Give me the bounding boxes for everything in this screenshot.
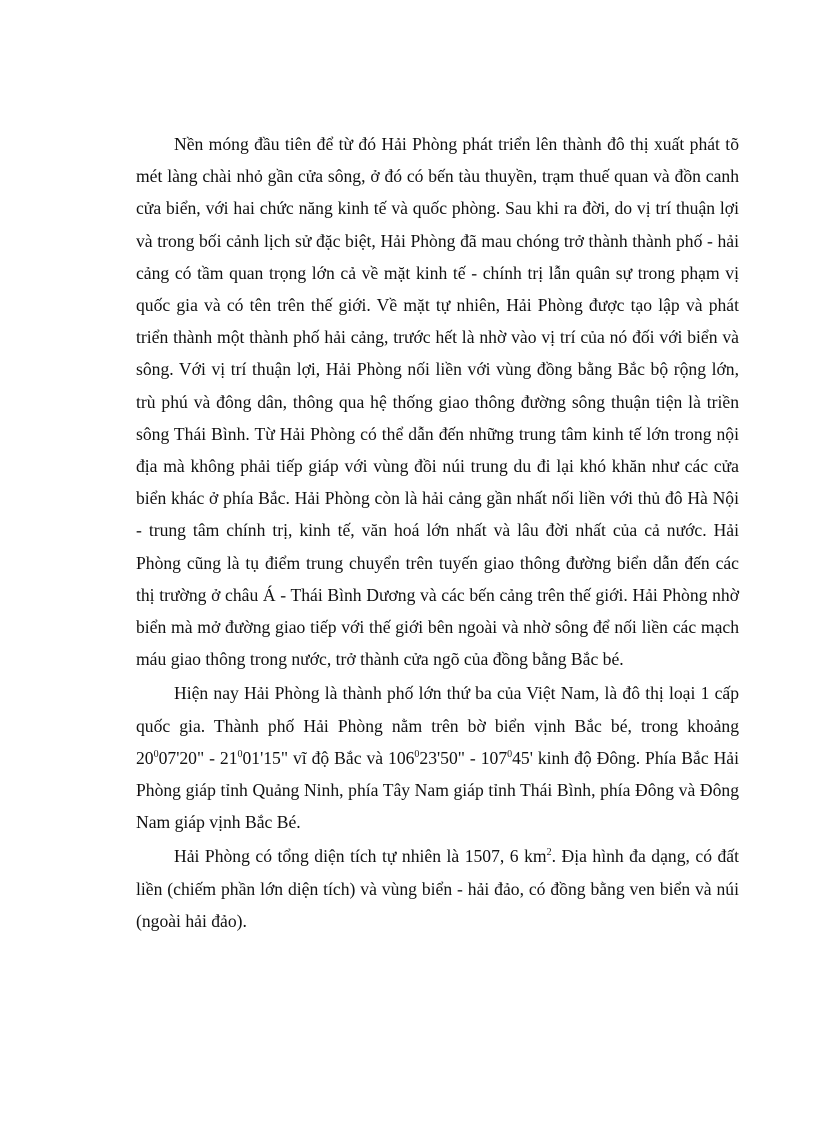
paragraph-3-text-a: Hải Phòng có tổng diện tích tự nhiên là 1507, 6 km xyxy=(174,846,547,867)
degree-mark: 0 xyxy=(153,748,159,760)
paragraph-2-text-b: 07'20" - 21 xyxy=(158,747,238,768)
paragraph-3-text-b: . Địa hình đa dạng, có đất liền (chiếm phần lớn diện tích) và vùng biển - hải đảo, có đồng bằng ven biển và núi (ngoài hải đảo). xyxy=(136,846,739,931)
paragraph-2-text-d: 23'50" - 107 xyxy=(419,747,508,768)
paragraph-3 xyxy=(136,840,739,937)
squared-mark: 2 xyxy=(546,847,552,859)
degree-mark: 0 xyxy=(414,748,420,760)
paragraph-1 xyxy=(136,128,739,675)
document-page xyxy=(136,128,739,939)
degree-mark: 0 xyxy=(237,748,243,760)
degree-mark: 0 xyxy=(507,748,513,760)
paragraph-2-text-c: 01'15" vĩ độ Bắc và 106 xyxy=(242,747,415,768)
paragraph-2 xyxy=(136,677,739,838)
paragraph-2-text-e: 45' kinh độ Đông. Phía Bắc Hải Phòng giáp tỉnh Quảng Ninh, phía Tây Nam giáp tỉnh Thái Bình, phía Đông và Đông Nam giáp vịnh Bắc Bé. xyxy=(136,747,739,833)
paragraph-1-text: Nền móng đầu tiên để từ đó Hải Phòng phát triển lên thành đô thị xuất phát tõ mét làng chài nhỏ gần cửa sông, ở đó có bến tàu thuyền, trạm thuế quan và đồn canh cửa biển, với hai chức năng kinh tế và quốc phòng. Sau khi ra đời, do vị trí thuận lợi và trong bối cảnh lịch sử đặc biệt, Hải Phòng đã mau chóng trở thành thành phố - hải cảng có tầm quan trọng lớn cả về mặt kinh tế - chính trị lẫn quân sự trong phạm vị quốc gia và có tên trên thế giới. Về mặt tự nhiên, Hải Phòng được tạo lập và phát triển thành một thành phố hải cảng, trước hết là nhờ vào vị trí của nó đối với biển và sông. Với vị trí thuận lợi, Hải Phòng nối liền với vùng đồng bằng Bắc bộ rộng lớn, trù phú và đông dân, thông qua hệ thống giao thông đường sông thuận tiện là triền sông Thái Bình. Từ Hải Phòng có thể dẫn đến những trung tâm kinh tế lớn trong nội địa mà không phải tiếp giáp với vùng đồi núi trung du đi lại khó khăn như các cửa biển khác ở phía Bắc. Hải Phòng còn là hải cảng gần nhất nối liền với thủ đô Hà Nội - trung tâm chính trị, kinh tế, văn hoá lớn nhất và lâu đời nhất của cả nước. Hải Phòng cũng là tụ điểm trung chuyển trên tuyến giao thông đường biển dẫn đến các thị trường ở châu Á - Thái Bình Dương và các bến cảng trên thế giới. Hải Phòng nhờ biển mà mở đường giao tiếp với thế giới bên ngoài và nhờ sông để nối liền các mạch máu giao thông trong nước, trở thành cửa ngõ của đồng bằng Bắc bé. xyxy=(136,134,739,670)
paragraph-2-text-a: Hiện nay Hải Phòng là thành phố lớn thứ ba của Việt Nam, là đô thị loại 1 cấp quốc gia. Thành phố Hải Phòng nằm trên bờ biển vịnh Bắc bé, trong khoảng 20 xyxy=(136,683,739,768)
